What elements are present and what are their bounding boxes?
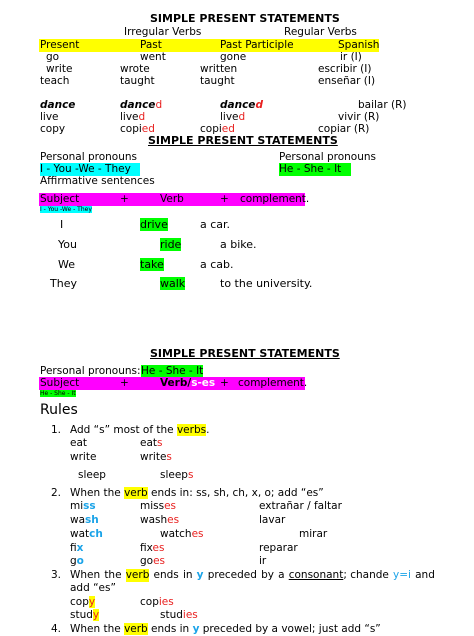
- rule3-form: studies: [160, 609, 198, 621]
- rule1-form: eats: [140, 437, 163, 449]
- rule2-base: fix: [70, 542, 84, 554]
- rules-heading: Rules: [40, 402, 78, 418]
- regular-past: lived: [120, 111, 146, 123]
- regular-past-participle: danced: [220, 99, 263, 111]
- rule3-text: When the verb ends in y preceded by a consonant; chande y=i and: [70, 569, 435, 581]
- rule1-form: sleeps: [160, 469, 194, 481]
- pronouns-he-she-it: He - She - It: [141, 365, 204, 377]
- sentence-verb: take: [140, 258, 164, 271]
- section2-title: SIMPLE PRESENT STATEMENTS: [148, 134, 338, 147]
- formula-plus: +: [120, 377, 129, 389]
- rule2-form: goes: [140, 555, 166, 567]
- regular-past: copied: [120, 123, 155, 135]
- sentence-complement: a bike.: [220, 238, 257, 251]
- regular-past: danced: [120, 99, 163, 111]
- regular-present: live: [40, 111, 59, 123]
- rule2-spanish: extrañar / faltar: [259, 500, 342, 512]
- formula-complement: complement.: [238, 377, 308, 389]
- rule2-text: When the verb ends in: ss, sh, ch, x, o; add “es”: [70, 487, 324, 499]
- rule4-text: When the verb ends in y preceded by a vowel; just add “s”: [70, 623, 381, 635]
- rule1-number: 1.: [51, 424, 62, 436]
- rule3-form: copies: [140, 596, 174, 608]
- regular-spanish: copiar (R): [318, 123, 370, 135]
- rule2-base: miss: [70, 500, 96, 512]
- verb-present: write: [46, 63, 73, 75]
- sentence-verb: drive: [140, 218, 168, 231]
- rule3-number: 3.: [51, 569, 62, 581]
- verb-spanish: ir (I): [340, 51, 362, 63]
- formula-small-pronouns: He - She - It: [40, 390, 76, 397]
- rule2-spanish: mirar: [299, 528, 328, 540]
- rule2-spanish: ir: [259, 555, 267, 567]
- regular-verbs-label: Regular Verbs: [284, 26, 357, 38]
- section1-title: SIMPLE PRESENT STATEMENTS: [150, 12, 340, 25]
- pronouns-label: Personal pronouns:: [40, 365, 141, 377]
- sentence-subject: You: [58, 238, 77, 251]
- formula-small-pronouns: I - You -We - They: [40, 206, 92, 213]
- formula-verb: Verb/s-es: [160, 377, 216, 389]
- pronouns-left-label: Personal pronouns: [40, 151, 138, 163]
- rule2-base: go: [70, 555, 84, 567]
- sentence-subject: I: [60, 218, 64, 231]
- regular-spanish: bailar (R): [358, 99, 407, 111]
- rule2-form: watches: [160, 528, 204, 540]
- verb-present: teach: [40, 75, 70, 87]
- verb-past: wrote: [120, 63, 150, 75]
- formula-subject: Subject: [40, 377, 80, 389]
- rule1-form: writes: [140, 451, 172, 463]
- rule3-line2: add “es”: [70, 582, 116, 594]
- formula-verb: Verb: [160, 193, 184, 205]
- verb-past-participle: gone: [220, 51, 247, 63]
- verb-past-participle: written: [200, 63, 238, 75]
- section3-title: SIMPLE PRESENT STATEMENTS: [150, 347, 340, 360]
- rule2-form: washes: [140, 514, 180, 526]
- rule1-text: Add “s” most of the verbs.: [70, 424, 210, 436]
- verb-present: go: [46, 51, 60, 63]
- rule3-base: copy: [70, 596, 96, 608]
- verb-spanish: enseñar (I): [318, 75, 376, 87]
- verb-past: taught: [120, 75, 155, 87]
- pronouns-right: He - She - It: [279, 163, 351, 176]
- sentence-complement: a car.: [200, 218, 231, 231]
- sentence-subject: They: [50, 277, 77, 290]
- sentence-subject: We: [58, 258, 75, 271]
- header-past: Past: [140, 39, 162, 51]
- rule4-number: 4.: [51, 623, 62, 635]
- verb-spanish: escribir (I): [318, 63, 372, 75]
- verb-past: went: [140, 51, 166, 63]
- verb-past-participle: taught: [200, 75, 235, 87]
- rule3-base: study: [70, 609, 100, 621]
- rule2-base: watch: [70, 528, 103, 540]
- irregular-verbs-label: Irregular Verbs: [124, 26, 202, 38]
- sentence-verb: walk: [160, 277, 186, 290]
- formula-plus: +: [220, 193, 229, 205]
- affirmative-label: Affirmative sentences: [40, 175, 155, 187]
- rule2-base: wash: [70, 514, 99, 526]
- sentence-complement: a cab.: [200, 258, 234, 271]
- formula-plus: +: [120, 193, 129, 205]
- rule2-form: fixes: [140, 542, 165, 554]
- formula-complement: complement.: [240, 193, 310, 205]
- header-spanish: Spanish: [338, 39, 380, 51]
- rule2-spanish: lavar: [259, 514, 286, 526]
- rule2-form: misses: [140, 500, 177, 512]
- pronouns-left: I - You -We - They: [40, 163, 140, 176]
- header-present: Present: [40, 39, 80, 51]
- rule1-base: eat: [70, 437, 88, 449]
- header-past-participle: Past Participle: [220, 39, 294, 51]
- sentence-verb: ride: [160, 238, 182, 251]
- formula-plus: +: [220, 377, 229, 389]
- header-highlight: [39, 39, 379, 52]
- sentence-complement: to the university.: [220, 277, 313, 290]
- pronouns-right-label: Personal pronouns: [279, 151, 377, 163]
- regular-past-participle: copied: [200, 123, 235, 135]
- regular-spanish: vivir (R): [338, 111, 380, 123]
- rule1-base: sleep: [78, 469, 106, 481]
- regular-present: dance: [40, 99, 76, 111]
- rule2-spanish: reparar: [259, 542, 298, 554]
- formula-subject: Subject: [40, 193, 80, 205]
- regular-past-participle: lived: [220, 111, 246, 123]
- rule1-base: write: [70, 451, 97, 463]
- rule2-number: 2.: [51, 487, 62, 499]
- regular-present: copy: [40, 123, 66, 135]
